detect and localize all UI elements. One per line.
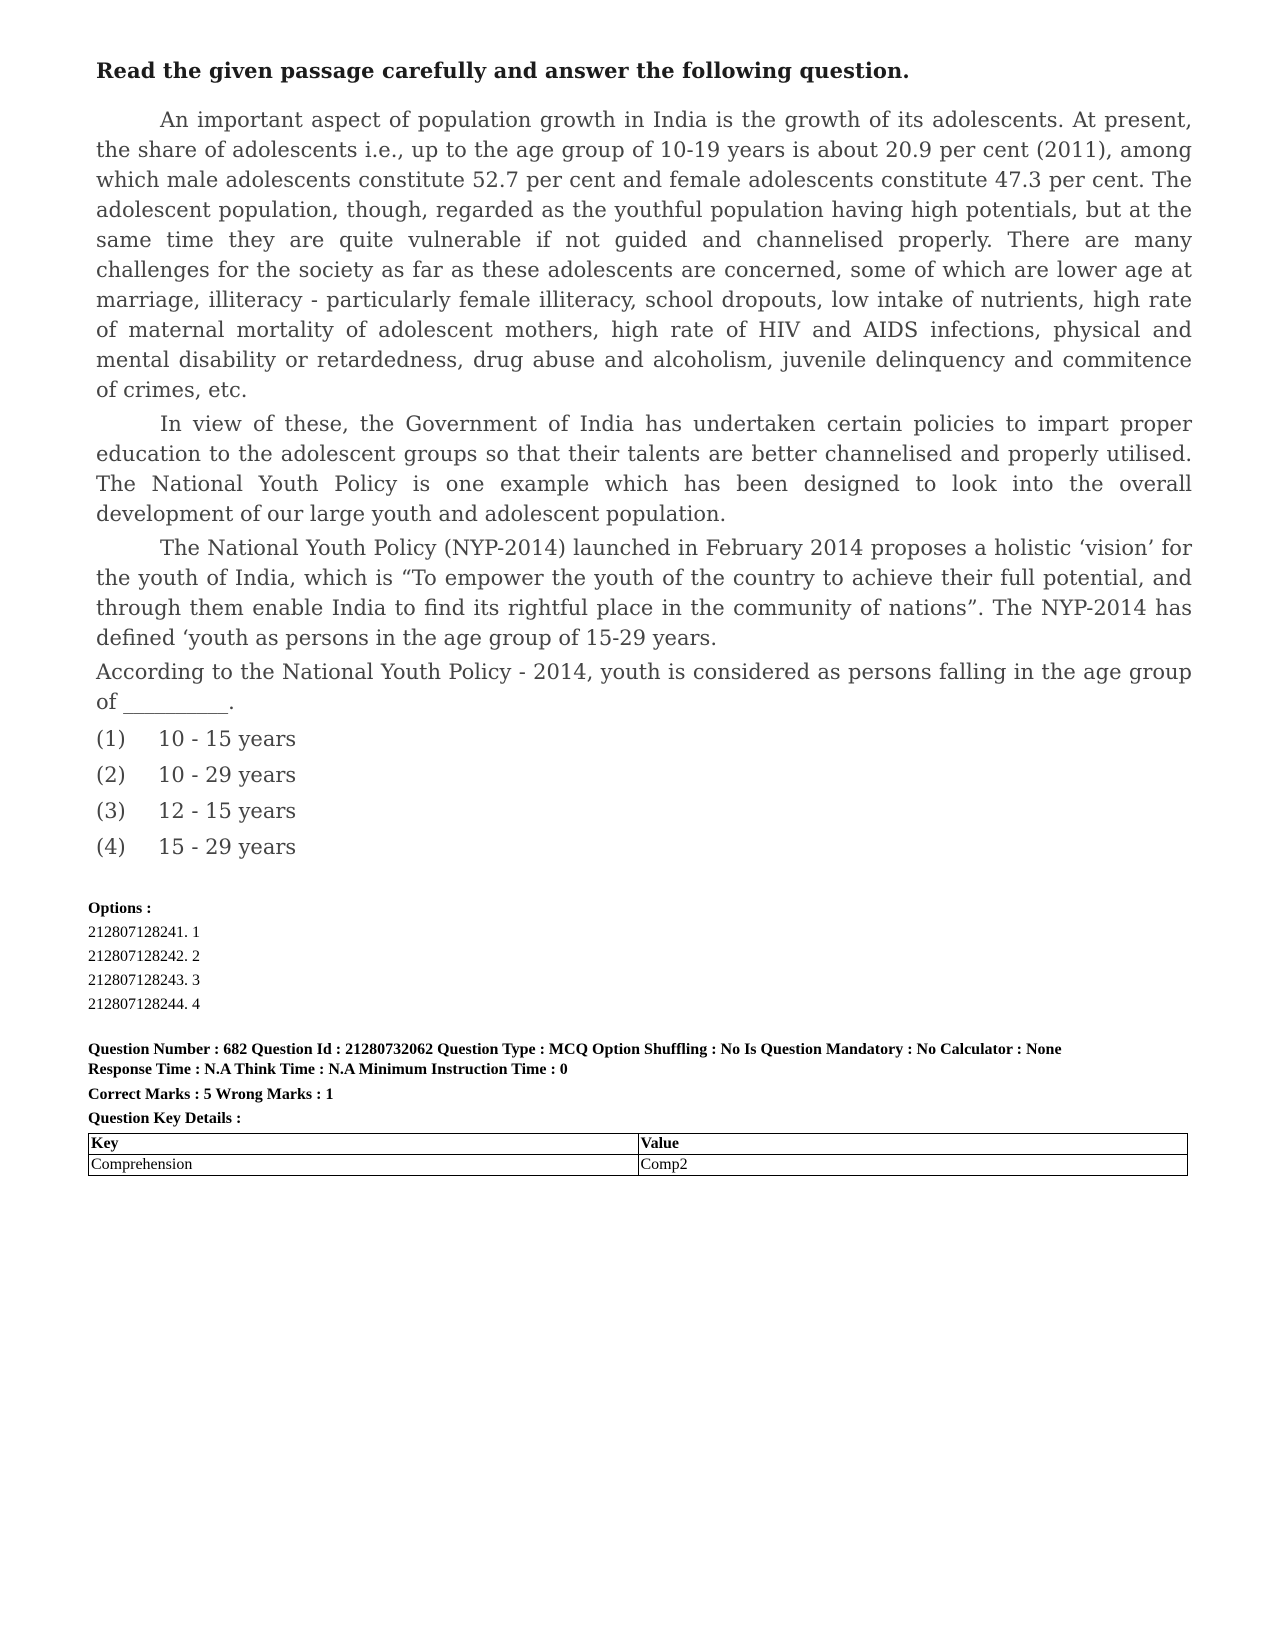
- passage-paragraph: In view of these, the Government of India has undertaken certain policies to impart proper education to the adolescent groups so that their talents are better channelised and properly utilised. The National Youth Policy is one example which has been designed to look into the overall development of our large youth and adolescent population.: [96, 412, 1192, 526]
- option-text: 12 - 15 years: [158, 799, 297, 823]
- option-number: (3): [96, 799, 126, 823]
- table-cell: Comp2: [638, 1155, 1188, 1176]
- marks-info: Correct Marks : 5 Wrong Marks : 1: [88, 1086, 334, 1103]
- option-number: (2): [96, 763, 126, 787]
- option-number: (1): [96, 727, 126, 751]
- option-text: 10 - 15 years: [158, 727, 297, 751]
- options-label: Options :: [88, 900, 152, 917]
- question-option: [96, 721, 1192, 757]
- question-info-line: Response Time : N.A Think Time : N.A Minimum Instruction Time : 0: [88, 1061, 568, 1078]
- passage-paragraph: An important aspect of population growth in India is the growth of its adolescents. At present, the share of adolescents i.e., up to the age group of 10-19 years is about 20.9 per cent (2011), among which male adolescents constitute 52.7 per cent and female adolescents constitute 47.3 per cent. The adolescent population, though, regarded as the youthful population having high potentials, but at the same time they are quite vulnerable if not guided and channelised properly. There are many challenges for the society as far as these adolescents are concerned, some of which are lower age at marriage, illiteracy - particularly female illiteracy, school dropouts, low intake of nutrients, high rate of maternal mortality of adolescent mothers, high rate of HIV and AIDS infections, physical and mental disability or retardedness, drug abuse and alcoholism, juvenile delinquency and commitence of crimes, etc.: [96, 108, 1192, 402]
- option-number: (4): [96, 835, 126, 859]
- table-header-cell: Key: [89, 1134, 639, 1155]
- option-id: 212807128243. 3: [88, 972, 200, 989]
- table-header-cell: Value: [638, 1134, 1188, 1155]
- option-text: 15 - 29 years: [158, 835, 297, 859]
- question-metadata: [88, 897, 1188, 1176]
- table-cell: Comprehension: [89, 1155, 639, 1176]
- passage-scan: [96, 58, 1192, 865]
- key-details-table: [88, 1133, 1188, 1176]
- question-options: [96, 721, 1192, 865]
- option-id: 212807128241. 1: [88, 924, 200, 941]
- passage-paragraph: The National Youth Policy (NYP-2014) launched in February 2014 proposes a holistic ‘vision’ for the youth of India, which is “To empower the youth of the country to achieve their full potential, and through them enable India to find its rightful place in the community of nations”. The NYP-2014 has defined ‘youth as persons in the age group of 15-29 years.: [96, 536, 1192, 650]
- question-option: [96, 757, 1192, 793]
- passage-heading: Read the given passage carefully and answer the following question.: [96, 58, 910, 83]
- option-text: 10 - 29 years: [158, 763, 297, 787]
- question-option: [96, 829, 1192, 865]
- key-details-label: Question Key Details :: [88, 1110, 242, 1127]
- question-info-line: Question Number : 682 Question Id : 21280732062 Question Type : MCQ Option Shuffling : No Is Question Mandatory : No Calculator : None: [88, 1041, 1062, 1058]
- table-row: [89, 1155, 1188, 1176]
- question-option: [96, 793, 1192, 829]
- option-id: 212807128242. 2: [88, 948, 200, 965]
- option-id: 212807128244. 4: [88, 996, 200, 1013]
- question-text: According to the National Youth Policy - 2014, youth is considered as persons falling in the age group of __________.: [96, 660, 1192, 714]
- table-header-row: [89, 1134, 1188, 1155]
- question-info: [88, 1040, 1188, 1080]
